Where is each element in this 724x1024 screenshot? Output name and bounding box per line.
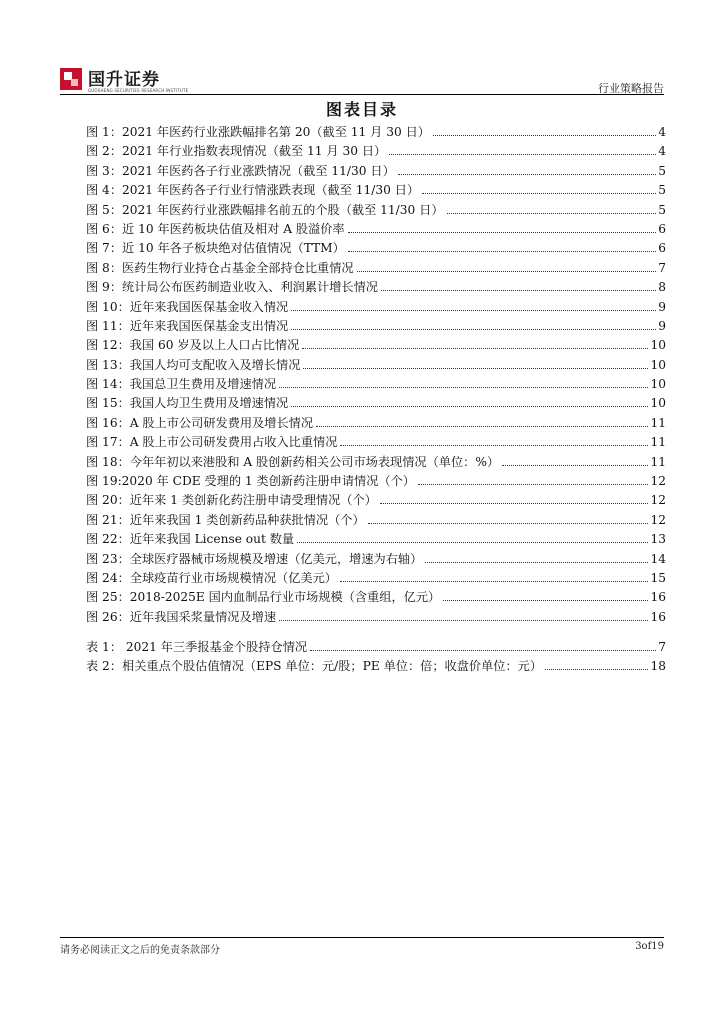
report-type: 行业策略报告 xyxy=(598,82,664,95)
logo-subtext: GUOSHENG SECURITIES RESEARCH INSTITUTE xyxy=(88,88,189,93)
figure-entry-page: 11 xyxy=(650,435,666,450)
figure-entry-page: 11 xyxy=(650,454,666,469)
figure-entry[interactable] xyxy=(86,394,666,413)
figure-entry-page: 12 xyxy=(650,493,666,508)
dot-leader xyxy=(348,251,656,252)
figure-entry-title: 图 1：2021 年医药行业涨跌幅排名第 20（截至 11 月 30 日） xyxy=(86,125,430,139)
figure-entry[interactable] xyxy=(86,491,666,510)
dot-leader xyxy=(279,387,648,388)
dot-leader xyxy=(291,310,656,311)
figure-entry-title: 图 11：近年来我国医保基金支出情况 xyxy=(86,318,289,333)
figure-entry-page: 5 xyxy=(658,183,666,198)
table-entry[interactable] xyxy=(86,657,666,676)
dot-leader xyxy=(340,581,649,582)
table-list xyxy=(86,638,666,677)
figure-entry-page: 8 xyxy=(658,280,666,295)
dot-leader xyxy=(302,348,648,349)
figure-entry-page: 10 xyxy=(650,377,666,392)
figure-entry[interactable] xyxy=(86,201,666,220)
figure-entry-page: 16 xyxy=(650,590,666,605)
figure-entry-page: 4 xyxy=(658,144,666,159)
figure-entry[interactable] xyxy=(86,336,666,355)
figure-entry-page: 5 xyxy=(658,163,666,178)
figure-entry-title: 图 20：近年来 1 类创新化药注册申请受理情况（个） xyxy=(86,493,377,508)
figure-entry-page: 7 xyxy=(658,260,666,275)
figure-entry-title: 图 2：2021 年行业指数表现情况（截至 11 月 30 日） xyxy=(86,144,387,159)
figure-entry-page: 10 xyxy=(650,396,666,411)
dot-leader xyxy=(340,445,648,446)
figure-entry[interactable] xyxy=(86,511,666,530)
figure-entry[interactable] xyxy=(86,317,666,336)
figure-entry-title: 图 25：2018-2025E 国内血制品行业市场规模（含重组，亿元） xyxy=(86,590,441,605)
figure-entry[interactable] xyxy=(86,453,666,472)
figure-entry[interactable] xyxy=(86,588,666,607)
figure-entry[interactable] xyxy=(86,433,666,452)
figure-entry[interactable] xyxy=(86,608,666,627)
footer-disclaimer: 请务必阅读正文之后的免责条款部分 xyxy=(60,945,220,956)
figure-entry[interactable] xyxy=(86,181,666,200)
figure-entry-title: 图 13：我国人均可支配收入及增长情况 xyxy=(86,357,301,372)
figure-entry[interactable] xyxy=(86,550,666,569)
figure-entry[interactable] xyxy=(86,220,666,239)
figure-entry-title: 图 22：近年来我国 License out 数量 xyxy=(86,532,295,547)
dot-leader xyxy=(303,368,648,369)
figure-entry-title: 图 16：A 股上市公司研发费用及增长情况 xyxy=(86,415,314,430)
dot-leader xyxy=(368,523,649,524)
page-number: 3of19 xyxy=(635,941,664,952)
figure-entry[interactable] xyxy=(86,259,666,278)
figure-entry-title: 图 14：我国总卫生费用及增速情况 xyxy=(86,377,277,392)
figure-entry-page: 5 xyxy=(658,202,666,217)
figure-entry[interactable] xyxy=(86,414,666,433)
dot-leader xyxy=(418,484,648,485)
figure-entry[interactable] xyxy=(86,142,666,161)
figure-entry-title: 图 4：2021 年医药各子行业行情涨跌表现（截至 11/30 日） xyxy=(86,183,420,198)
figure-entry[interactable] xyxy=(86,278,666,297)
figure-entry-page: 10 xyxy=(650,338,666,353)
figure-entry-title: 图 26：近年我国采浆量情况及增速 xyxy=(86,609,277,624)
figure-entry-page: 12 xyxy=(650,474,666,489)
figure-entry-title: 图 12：我国 60 岁及以上人口占比情况 xyxy=(86,338,300,353)
dot-leader xyxy=(357,271,657,272)
figure-entry[interactable] xyxy=(86,162,666,181)
dot-leader xyxy=(381,290,656,291)
figure-entry-title: 图 24：全球疫苗行业市场规模情况（亿美元） xyxy=(86,570,337,585)
table-entry-title: 表 2：相关重点个股估值情况（EPS 单位：元/股；PE 单位：倍；收盘价单位：元） xyxy=(86,659,543,674)
dot-leader xyxy=(389,154,656,155)
figure-entry[interactable] xyxy=(86,123,666,142)
dot-leader xyxy=(433,135,656,136)
dot-leader xyxy=(398,174,656,175)
header-divider xyxy=(60,94,664,95)
figure-entry-page: 16 xyxy=(650,609,666,624)
figure-entry-title: 图 23：全球医疗器械市场规模及增速（亿美元，增速为右轴） xyxy=(86,551,423,566)
figure-entry-page: 12 xyxy=(650,512,666,527)
dot-leader xyxy=(425,562,648,563)
dot-leader xyxy=(380,503,649,504)
dot-leader xyxy=(348,232,657,233)
figure-entry-title: 图 8：医药生物行业持仓占基金全部持仓比重情况 xyxy=(86,260,354,275)
figure-entry-title: 图 18：今年年初以来港股和 A 股创新药相关公司市场表现情况（单位：%） xyxy=(86,454,500,469)
figure-entry[interactable] xyxy=(86,569,666,588)
table-entry-page: 7 xyxy=(658,640,666,654)
figure-entry-page: 11 xyxy=(650,415,666,430)
dot-leader xyxy=(310,650,656,651)
figure-entry-title: 图 9：统计局公布医药制造业收入、利润累计增长情况 xyxy=(86,280,378,295)
dot-leader xyxy=(279,620,648,621)
figure-entry-title: 图 6：近 10 年医药板块估值及相对 A 股溢价率 xyxy=(86,221,345,236)
figure-entry-page: 9 xyxy=(658,318,666,333)
figure-entry-title: 图 19:2020 年 CDE 受理的 1 类创新药注册申请情况（个） xyxy=(86,474,415,489)
table-entry-title: 表 1： 2021 年三季报基金个股持仓情况 xyxy=(86,640,308,654)
figure-entry-title: 图 15：我国人均卫生费用及增速情况 xyxy=(86,396,289,411)
figure-entry-page: 15 xyxy=(650,570,666,585)
figure-entry-page: 9 xyxy=(658,299,666,314)
figure-entry[interactable] xyxy=(86,298,666,317)
table-entry-page: 18 xyxy=(650,659,666,674)
figure-entry-title: 图 5：2021 年医药行业涨跌幅排名前五的个股（截至 11/30 日） xyxy=(86,202,444,217)
figure-entry-page: 4 xyxy=(658,125,666,139)
dot-leader xyxy=(447,213,657,214)
figure-entry-page: 13 xyxy=(650,532,666,547)
dot-leader xyxy=(291,329,656,330)
figure-entry-title: 图 21：近年来我国 1 类创新药品种获批情况（个） xyxy=(86,512,365,527)
dot-leader xyxy=(316,426,648,427)
figure-entry-title: 图 7：近 10 年各子板块绝对估值情况（TTM） xyxy=(86,241,345,256)
page-title: 图表目录 xyxy=(325,100,398,119)
figure-entry[interactable] xyxy=(86,472,666,491)
figure-entry[interactable] xyxy=(86,530,666,549)
logo-icon xyxy=(60,68,82,90)
dot-leader xyxy=(443,600,648,601)
dot-leader xyxy=(502,465,648,466)
figure-entry-title: 图 10：近年来我国医保基金收入情况 xyxy=(86,299,289,314)
figure-entry-page: 6 xyxy=(658,221,666,236)
figure-entry[interactable] xyxy=(86,356,666,375)
dot-leader xyxy=(545,669,648,670)
footer-divider xyxy=(60,937,664,938)
table-entry[interactable] xyxy=(86,638,666,657)
figure-entry-page: 6 xyxy=(658,241,666,256)
figure-entry-page: 10 xyxy=(650,357,666,372)
dot-leader xyxy=(297,542,648,543)
figure-entry-page: 14 xyxy=(650,551,666,566)
dot-leader xyxy=(291,406,648,407)
figure-entry-title: 图 3：2021 年医药各子行业涨跌情况（截至 11/30 日） xyxy=(86,163,395,178)
figure-entry[interactable] xyxy=(86,239,666,258)
figure-entry-title: 图 17：A 股上市公司研发费用占收入比重情况 xyxy=(86,435,338,450)
figure-list xyxy=(86,123,666,627)
dot-leader xyxy=(422,193,656,194)
figure-entry[interactable] xyxy=(86,375,666,394)
logo-text: 国升证券 xyxy=(88,70,160,90)
